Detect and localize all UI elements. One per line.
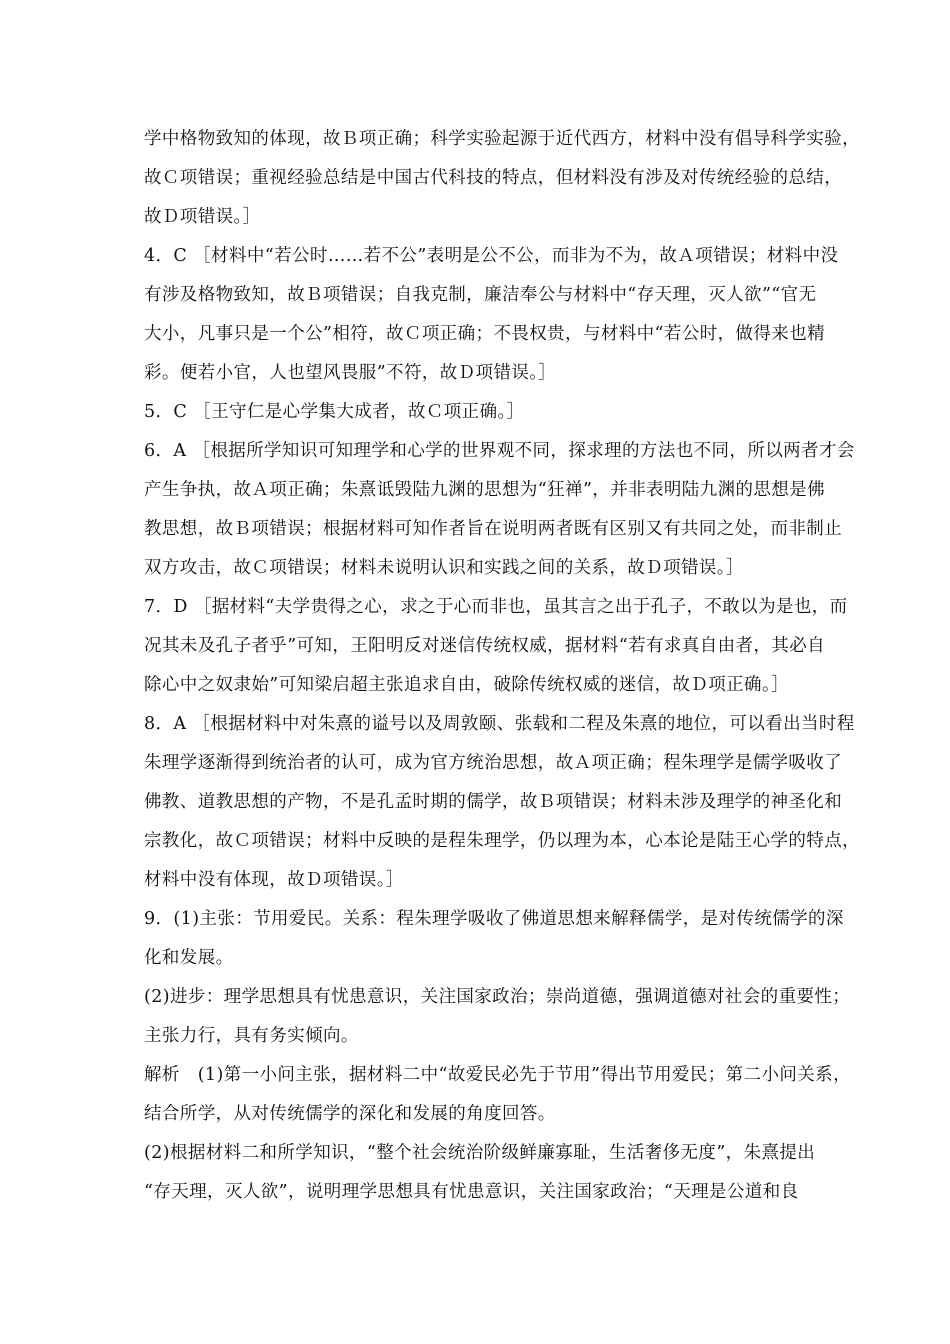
text-line: 宗教化，故Ｃ项错误；材料中反映的是程朱理学，仍以理为本，心本论是陆王心学的特点， — [144, 831, 860, 851]
text-line: 学中格物致知的体现，故Ｂ项正确；科学实验起源于近代西方，材料中没有倡导科学实验， — [144, 129, 860, 149]
text-line: 朱理学逐渐得到统治者的认可，成为官方统治思想，故Ａ项正确；程朱理学是儒学吸收了 — [144, 753, 843, 773]
text-line: (2)根据材料二和所学知识，“整个社会统治阶级鲜廉寡耻，生活奢侈无度”，朱熹提出 — [144, 1143, 816, 1163]
text-line: 故Ｃ项错误；重视经验总结是中国古代科技的特点，但材料没有涉及对传统经验的总结， — [144, 168, 843, 188]
text-line: 况其未及孔子者乎”可知，王阳明反对迷信传统权威，据材料“若有求真自由者，其必自 — [144, 636, 825, 656]
text-line: 4．C ［材料中“若公时……若不公”表明是公不公，而非为不为，故Ａ项错误；材料中没 — [144, 246, 839, 266]
text-line: 材料中没有体现，故Ｄ项错误。］ — [144, 870, 404, 890]
text-line: 佛教、道教思想的产物，不是孔孟时期的儒学，故Ｂ项错误；材料未涉及理学的神圣化和 — [144, 792, 843, 812]
text-line: 双方攻击，故Ｃ项错误；材料未说明认识和实践之间的关系，故Ｄ项错误。］ — [144, 558, 744, 578]
text-line: 除心中之奴隶始”可知梁启超主张追求自由，破除传统权威的迷信，故Ｄ项正确。］ — [144, 675, 789, 695]
text-line: “存天理，灭人欲”，说明理学思想具有忧患意识，关注国家政治；“天理是公道和良 — [144, 1182, 799, 1202]
text-line: 8．A ［根据材料中对朱熹的谥号以及周敦颐、张载和二程及朱熹的地位，可以看出当时程 — [144, 714, 855, 734]
text-line: 5．C ［王守仁是心学集大成者，故Ｃ项正确。］ — [144, 402, 525, 422]
text-line: 有涉及格物致知，故Ｂ项错误；自我克制，廉洁奉公与材料中“存天理，灭人欲”“官无 — [144, 285, 817, 305]
text-line: 故Ｄ项错误。］ — [144, 207, 261, 227]
text-line: (2)进步：理学思想具有忧患意识，关注国家政治；崇尚道德，强调道德对社会的重要性； — [144, 987, 851, 1007]
text-line: 大小，凡事只是一个公”相符，故Ｃ项正确；不畏权贵，与材料中“若公时，做得来也精 — [144, 324, 825, 344]
text-line: 6．A ［根据所学知识可知理学和心学的世界观不同，探求理的方法也不同，所以两者才会 — [144, 441, 855, 461]
text-line: 教思想，故Ｂ项错误；根据材料可知作者旨在说明两者既有区别又有共同之处，而非制止 — [144, 519, 843, 539]
text-line: 化和发展。 — [144, 948, 234, 968]
text-line: 产生争执，故Ａ项正确；朱熹诋毁陆九渊的思想为“狂禅”，并非表明陆九渊的思想是佛 — [144, 480, 825, 500]
text-line: 解析 (1)第一小问主张，据材料二中“故爱民必先于节用”得出节用爱民；第二小问关系， — [144, 1065, 851, 1085]
text-line: 7．D ［据材料“夫学贵得之心，求之于心而非也，虽其言之出于孔子，不敢以为是也，而 — [144, 597, 848, 617]
text-line: 彩。便若小官，人也望风畏服”不符，故Ｄ项错误。］ — [144, 363, 557, 383]
text-line: 结合所学，从对传统儒学的深化和发展的角度回答。 — [144, 1104, 556, 1124]
text-line: 9．(1)主张：节用爱民。关系：程朱理学吸收了佛道思想来解释儒学，是对传统儒学的深 — [144, 909, 844, 929]
text-line: 主张力行，具有务实倾向。 — [144, 1026, 359, 1046]
